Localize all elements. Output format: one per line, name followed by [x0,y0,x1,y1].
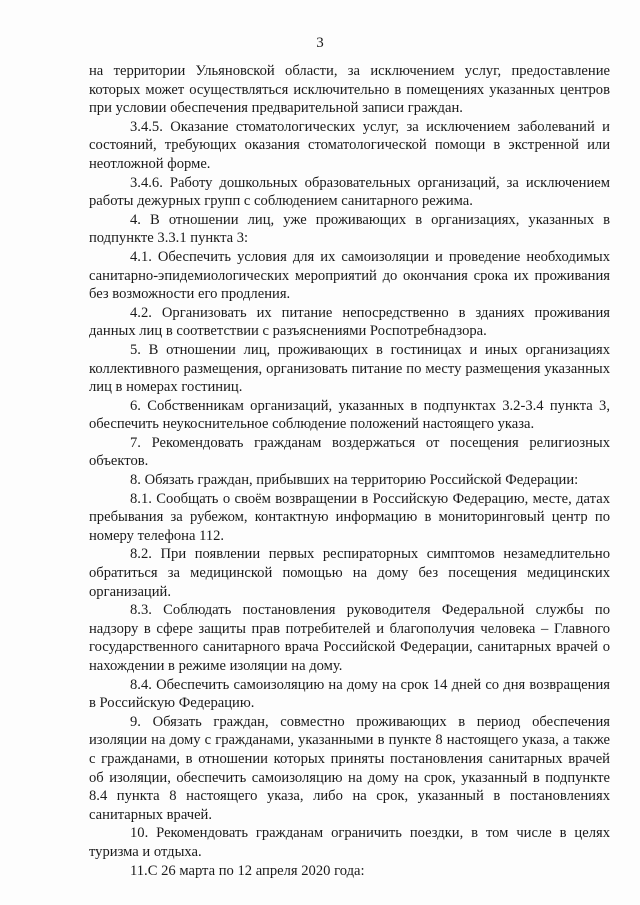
document-body [89,62,610,880]
paragraph-continuation: на территории Ульяновской области, за исключением услуг, предоставление которых может осуществляться исключительно в помещениях указанных центров при условии обеспечения предварительной записи граждан. [89,63,610,117]
paragraph-8-1: 8.1. Сообщать о своём возвращении в Российскую Федерацию, месте, датах пребывания за рубежом, контактную информацию в мониторинговый центр по номеру телефона 112. [89,490,610,544]
paragraph-9: 9. Обязать граждан, совместно проживающих в период обеспечения изоляции на дому с гражданами, указанными в пункте 8 настоящего указа, а также с гражданами, в отношении которых приняты постановления санитарных врачей об изоляции, обеспечить самоизоляцию на дому на срок, указанный в подпункте 8.4 пункта 8 настоящего указа, либо на срок, указанный в постановлениях санитарных врачей. [89,713,610,823]
paragraph-4-2: 4.2. Организовать их питание непосредственно в зданиях проживания данных лиц в соответствии с разъяснениями Роспотребнадзора. [89,304,610,340]
paragraph-4: 4. В отношении лиц, уже проживающих в организациях, указанных в подпункте 3.3.1 пункта 3: [89,211,610,247]
paragraph-5: 5. В отношении лиц, проживающих в гостиницах и иных организациях коллективного размещения, организовать питание по месту размещения указанных лиц в номерах гостиниц. [89,341,610,396]
paragraph-8: 8. Обязать граждан, прибывших на территорию Российской Федерации: [130,472,579,489]
paragraph-6: 6. Собственникам организаций, указанных в подпунктах 3.2-3.4 пункта 3, обеспечить неукоснительное соблюдение положений настоящего указа. [89,397,610,433]
paragraph-11: 11.С 26 марта по 12 апреля 2020 года: [130,862,365,879]
paragraph-3-4-6: 3.4.6. Работу дошкольных образовательных организаций, за исключением работы дежурных групп с соблюдением санитарного режима. [89,174,610,210]
paragraph-10: 10. Рекомендовать гражданам ограничить поездки, в том числе в целях туризма и отдыха. [89,825,610,860]
paragraph-4-1: 4.1. Обеспечить условия для их самоизоляции и проведение необходимых санитарно-эпидемиологических мероприятий до окончания срока их проживания без возможности его продления. [89,248,610,303]
paragraph-7: 7. Рекомендовать гражданам воздержаться от посещения религиозных объектов. [89,434,610,470]
page-number: 3 [316,35,324,51]
paragraph-3-4-5: 3.4.5. Оказание стоматологических услуг, за исключением заболеваний и состояний, требующих оказания стоматологической помощи в экстренной или неотложной форме. [89,118,610,172]
paragraph-8-3: 8.3. Соблюдать постановления руководителя Федеральной службы по надзору в сфере защиты прав потребителей и благополучия человека – Главного государственного санитарного врача Российской Федерации, санитарных врачей о нахождении в режиме изоляции на дому. [89,602,610,674]
paragraph-8-4: 8.4. Обеспечить самоизоляцию на дому на срок 14 дней со дня возвращения в Российскую Федерацию. [89,676,610,712]
paragraph-8-2: 8.2. При появлении первых респираторных симптомов незамедлительно обратиться за медицинской помощью на дому без посещения медицинских организаций. [89,546,610,600]
